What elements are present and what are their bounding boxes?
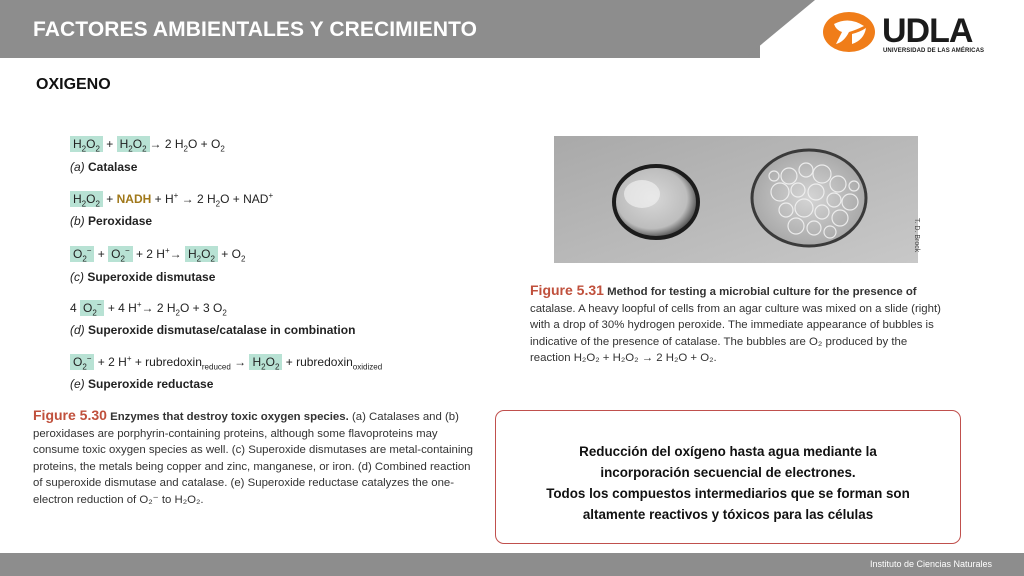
reaction-b-label: (b) Peroxidase [70, 214, 153, 228]
footer-bar [0, 553, 1024, 576]
summary-note-box [495, 410, 961, 544]
reaction-d-label: (d) Superoxide dismutase/catalase in combination [70, 323, 356, 337]
reaction-c-label: (c) Superoxide dismutase [70, 270, 216, 284]
note-line-2: incorporación secuencial de electrones. [600, 465, 856, 480]
reaction-a: $H_2O_2 + H_2O_2 \to 2$ $H_2O + O_2$ [70, 137, 225, 153]
reaction-e-label: (e) Superoxide reductase [70, 377, 214, 391]
figure-531-caption [530, 282, 950, 367]
header-slant [745, 0, 815, 58]
reaction-a-label: (a) Catalase [70, 160, 138, 174]
reaction-b: $H_2O_2$ + NADH + H+ → 2 $H_2O + NAD^+$ [70, 191, 273, 208]
logo-wordmark: UDLA [882, 12, 973, 50]
catalase-slide-image [554, 136, 918, 263]
figure-531-body: catalase. A heavy loopful of cells from an agar culture was mixed on a slide (right) with a drop of 30% hydrogen peroxide. The immediate appearance of bubbles is indicative of the presence of catalase. The bubbles are O₂ produced by the reaction H₂O₂ + H₂O₂ → 2 H₂O + O₂. [530, 302, 941, 364]
slide-title: FACTORES AMBIENTALES Y CRECIMIENTO [33, 18, 478, 41]
figure-531-number: Figure 5.31 [530, 282, 604, 298]
figure-530-body: (a) Catalases and (b) peroxidases are porphyrin-containing proteins, although some flavoproteins may consume toxic oxygen species as well. (c) Superoxide dismutases are metal-containing proteins, the metals being copper and zinc, manganese, or iron. (d) Combined reaction of superoxide dismutase and catalase. (e) Superoxide reductase catalyzes the one-electron reduction of O₂⁻ to H₂O₂. [33, 411, 474, 506]
reaction-c: $O_2^- + O_2^- + 2$ $H^+\to H_2O_2 + O_2$ [70, 246, 245, 263]
udla-logo [822, 10, 992, 58]
note-line-3: Todos los compuestos intermediarios que se forman son [546, 486, 910, 501]
logo-subtitle: UNIVERSIDAD DE LAS AMÉRICAS [883, 48, 985, 54]
catalase-test-photo [554, 136, 918, 263]
udla-logo-icon [822, 10, 878, 54]
figure-530-number: Figure 5.30 [33, 407, 107, 423]
figure-530-heading: Enzymes that destroy toxic oxygen species. [110, 411, 349, 423]
photo-credit: T. D. Brock [913, 218, 920, 253]
reaction-d: 4 $O_2^- + 4$ H+→ 2 $H_2O + 3$ $O_2$ [70, 300, 227, 318]
reaction-e: $O_2^- + 2$ H+ + rubredoxin$_{reduced}$ → $H_2O_2$ + rubredoxin$_{oxidized}$ [70, 354, 382, 371]
section-title: OXIGENO [36, 76, 111, 93]
note-line-1: Reducción del oxígeno hasta agua mediante la [579, 444, 877, 459]
summary-note-text [506, 441, 950, 525]
figure-530-caption [33, 407, 473, 508]
footer-institute: Instituto de Ciencias Naturales [869, 559, 992, 569]
note-line-4: altamente reactivos y tóxicos para las células [582, 507, 874, 522]
figure-531-heading: Method for testing a microbial culture for the presence of [607, 286, 917, 298]
